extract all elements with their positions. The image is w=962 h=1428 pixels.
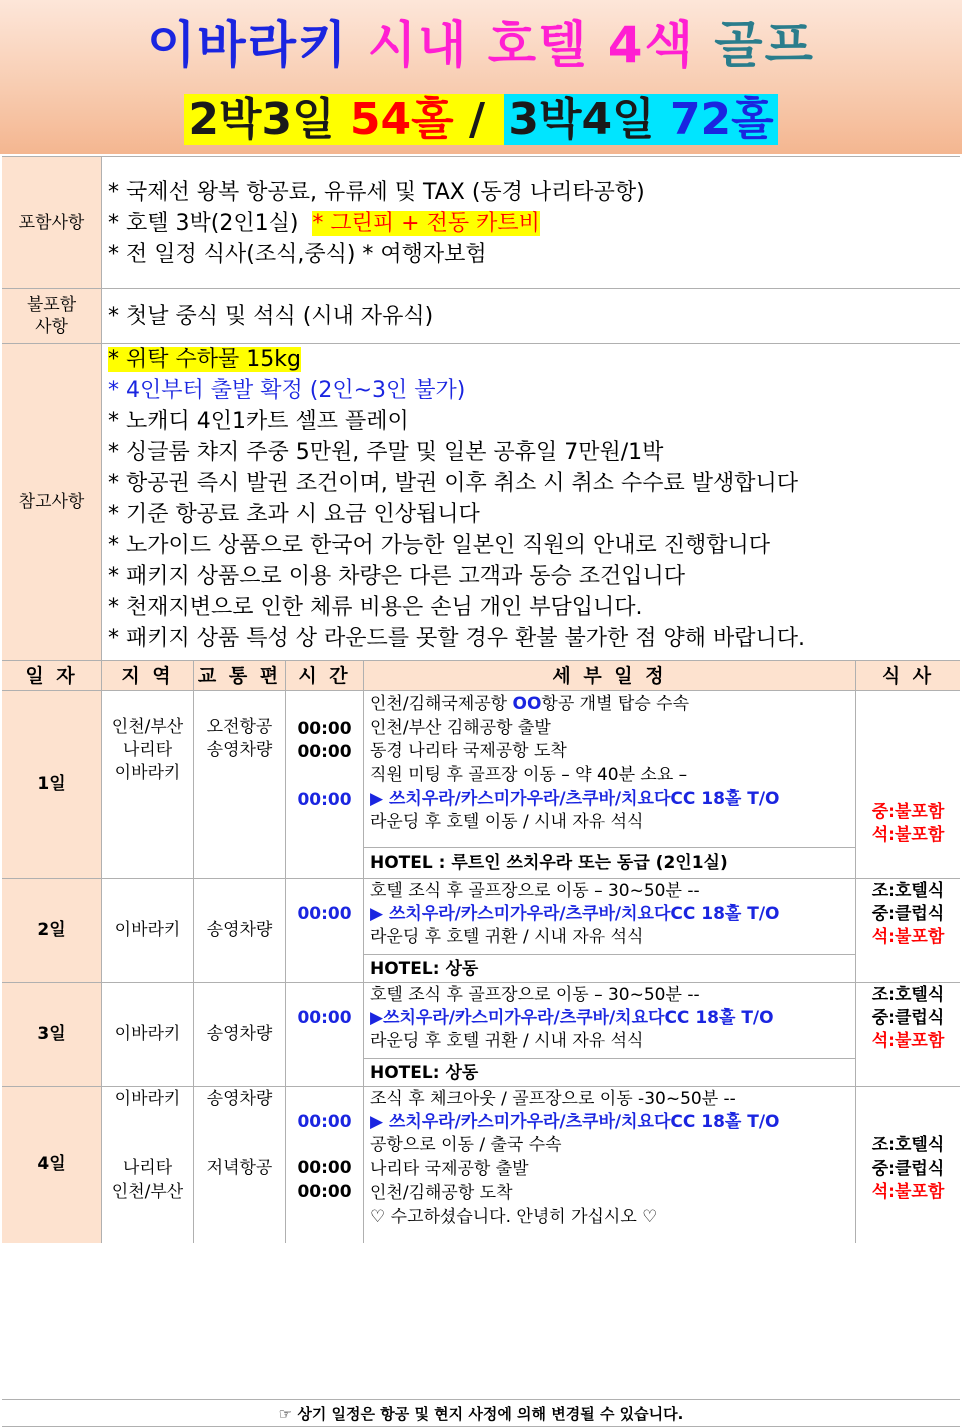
excluded-content bbox=[108, 301, 956, 332]
title-golf: 골프 bbox=[714, 16, 815, 74]
detail-line-golf: ▶ 쓰치우라/카스미가우라/츠쿠바/치요다CC 18홀 T/O bbox=[370, 789, 780, 809]
detail-line: 나리타 국제공항 출발 bbox=[370, 1159, 529, 1179]
included-hotel: * 호텔 3박(2인1실) bbox=[108, 211, 299, 236]
time-cell: 00:00 bbox=[286, 879, 364, 982]
meal-cell: 조:호텔식 중:클럽식 석:불포함 bbox=[871, 881, 945, 947]
detail-cell bbox=[364, 1087, 856, 1243]
notes-label: 참고사항 bbox=[2, 344, 102, 660]
excluded-line: * 첫날 중식 및 석식 (시내 자유식) bbox=[108, 304, 434, 329]
detail-line: 라운딩 후 호텔 귀환 / 시내 자유 석식 bbox=[370, 927, 644, 947]
detail-line: 직원 미팅 후 골프장 이동 – 약 40분 소요 – bbox=[370, 765, 688, 785]
detail-line: 호텔 조식 후 골프장으로 이동 – 30~50분 -- bbox=[370, 985, 700, 1005]
region-cell: 이바라키 나리타 인천/부산 bbox=[102, 1087, 194, 1243]
header-transport: 교 통 편 bbox=[194, 661, 286, 691]
time-cell: 00:00 00:00 00:00 bbox=[286, 691, 364, 878]
note-minimum: * 4인부터 출발 확정 (2인~3인 불가) bbox=[108, 378, 466, 403]
sub-left-nights: 2박3일 bbox=[188, 94, 335, 145]
detail-line-farewell: ♡ 수고하셨습니다. 안녕히 가십시오 ♡ bbox=[370, 1207, 658, 1227]
included-line-airfare: * 국제선 왕복 항공료, 유류세 및 TAX (동경 나리타공항) bbox=[108, 180, 645, 205]
note-disaster: * 천재지변으로 인한 체류 비용은 손님 개인 부담입니다. bbox=[108, 595, 643, 620]
time-cell: 00:00 00:00 00:00 bbox=[286, 1087, 364, 1243]
detail-line: 동경 나리타 국제공항 도착 bbox=[370, 741, 567, 761]
title-destination: 이바라키 bbox=[147, 16, 349, 74]
header-detail: 세 부 일 정 bbox=[364, 661, 856, 691]
hotel-line: HOTEL : 루트인 쓰치우라 또는 동급 (2인1실) bbox=[364, 847, 855, 878]
main-title bbox=[0, 10, 962, 80]
note-fare-increase: * 기준 항공료 초과 시 요금 인상됩니다 bbox=[108, 502, 480, 527]
day-label: 2일 bbox=[2, 879, 102, 982]
excluded-section bbox=[2, 288, 960, 343]
day-label: 1일 bbox=[2, 691, 102, 878]
region-cell: 이바라키 bbox=[102, 879, 194, 982]
sub-title-short-package bbox=[184, 94, 504, 145]
sub-right-nights: 3박4일 bbox=[508, 94, 655, 145]
detail-line-golf: ▶쓰치우라/카스미가우라/츠쿠바/치요다CC 18홀 T/O bbox=[370, 1008, 774, 1028]
included-section bbox=[2, 156, 960, 288]
detail-line: 인천/부산 김해공항 출발 bbox=[370, 718, 551, 738]
detail-line-golf: ▶ 쓰치우라/카스미가우라/츠쿠바/치요다CC 18홀 T/O bbox=[370, 1112, 780, 1132]
detail-cell bbox=[364, 879, 856, 982]
notes-section bbox=[2, 343, 960, 660]
transport-cell: 송영차량 bbox=[194, 879, 286, 982]
note-noguide: * 노가이드 상품으로 한국어 가능한 일본인 직원의 안내로 진행합니다 bbox=[108, 533, 771, 558]
title-banner bbox=[0, 0, 962, 154]
detail-cell bbox=[364, 691, 856, 878]
meal-cell: 조:호텔식 중:클럽식 석:불포함 bbox=[871, 1135, 945, 1202]
detail-line-golf: ▶ 쓰치우라/카스미가우라/츠쿠바/치요다CC 18홀 T/O bbox=[370, 904, 780, 924]
header-time: 시 간 bbox=[286, 661, 364, 691]
included-content bbox=[108, 177, 956, 270]
note-baggage: * 위탁 수하물 15kg bbox=[108, 347, 301, 372]
sub-slash: / bbox=[453, 94, 501, 145]
sub-left-holes: 54홀 bbox=[349, 94, 454, 145]
meal-cell: 중:불포함 석:불포함 bbox=[871, 802, 945, 845]
transport-cell: 송영차량 저녁항공 bbox=[194, 1087, 286, 1243]
meal-cell: 조:호텔식 중:클럽식 석:불포함 bbox=[871, 985, 945, 1051]
header-meal: 식 사 bbox=[881, 665, 935, 687]
note-shared-vehicle: * 패키지 상품으로 이용 차량은 다른 고객과 동승 조건입니다 bbox=[108, 564, 685, 589]
hotel-line: HOTEL: 상동 bbox=[364, 1058, 855, 1087]
detail-line: 호텔 조식 후 골프장으로 이동 – 30~50분 -- bbox=[370, 881, 700, 901]
note-ticketing: * 항공권 즉시 발권 조건이며, 발권 이후 취소 시 취소 수수료 발생합니다 bbox=[108, 471, 798, 496]
header-region: 지 역 bbox=[102, 661, 194, 691]
note-refund: * 패키지 상품 특성 상 라운드를 못할 경우 환불 불가한 점 양해 바랍니다. bbox=[108, 626, 805, 651]
excluded-label bbox=[2, 289, 102, 343]
hotel-line: HOTEL: 상동 bbox=[364, 954, 855, 983]
day-row bbox=[2, 982, 960, 1086]
detail-line: 조식 후 체크아웃 / 골프장으로 이동 -30~50분 -- bbox=[370, 1089, 736, 1109]
day-label: 3일 bbox=[2, 983, 102, 1086]
excluded-label-1: 불포함 bbox=[26, 295, 77, 315]
region-cell: 인천/부산 나리타 이바라키 bbox=[102, 691, 194, 878]
schedule-header bbox=[2, 660, 960, 690]
footer-notice: ☞ 상기 일정은 항공 및 현지 사정에 의해 변경될 수 있습니다. bbox=[2, 1399, 960, 1427]
notes-content bbox=[108, 344, 956, 654]
day-label: 4일 bbox=[2, 1087, 102, 1243]
sub-title-long-package bbox=[504, 94, 777, 145]
included-label: 포함사항 bbox=[2, 157, 102, 288]
detail-line: 라운딩 후 호텔 귀환 / 시내 자유 석식 bbox=[370, 1031, 644, 1051]
transport-cell: 오전항공 송영차량 bbox=[194, 691, 286, 878]
sub-right-holes: 72홀 bbox=[669, 94, 774, 145]
excluded-label-2: 사항 bbox=[35, 317, 68, 337]
day-row bbox=[2, 690, 960, 878]
included-line-meals: * 전 일정 식사(조식,중식) * 여행자보험 bbox=[108, 242, 487, 267]
included-green-fee: * 그린피 + 전동 카트비 bbox=[312, 211, 540, 236]
detail-line: 공항으로 이동 / 출국 수속 bbox=[370, 1135, 562, 1155]
transport-cell: 송영차량 bbox=[194, 983, 286, 1086]
note-nocaddie: * 노캐디 4인1카트 셀프 플레이 bbox=[108, 409, 409, 434]
included-line-hotel bbox=[108, 208, 956, 239]
detail-cell bbox=[364, 983, 856, 1086]
region-cell: 이바라키 bbox=[102, 983, 194, 1086]
detail-line: 인천/김해공항 도착 bbox=[370, 1183, 513, 1203]
time-cell: 00:00 bbox=[286, 983, 364, 1086]
header-day: 일 자 bbox=[2, 661, 102, 691]
title-hotel-courses: 시내 호텔 4색 bbox=[367, 16, 695, 74]
detail-line: 라운딩 후 호텔 이동 / 시내 자유 석식 bbox=[370, 812, 644, 832]
detail-line: 인천/김해국제공항 OO항공 개별 탑승 수속 bbox=[370, 694, 690, 714]
day-row bbox=[2, 878, 960, 982]
note-single-charge: * 싱글룸 챠지 주중 5만원, 주말 및 일본 공휴일 7만원/1박 bbox=[108, 440, 664, 465]
day-row bbox=[2, 1086, 960, 1243]
sub-title bbox=[0, 92, 962, 148]
